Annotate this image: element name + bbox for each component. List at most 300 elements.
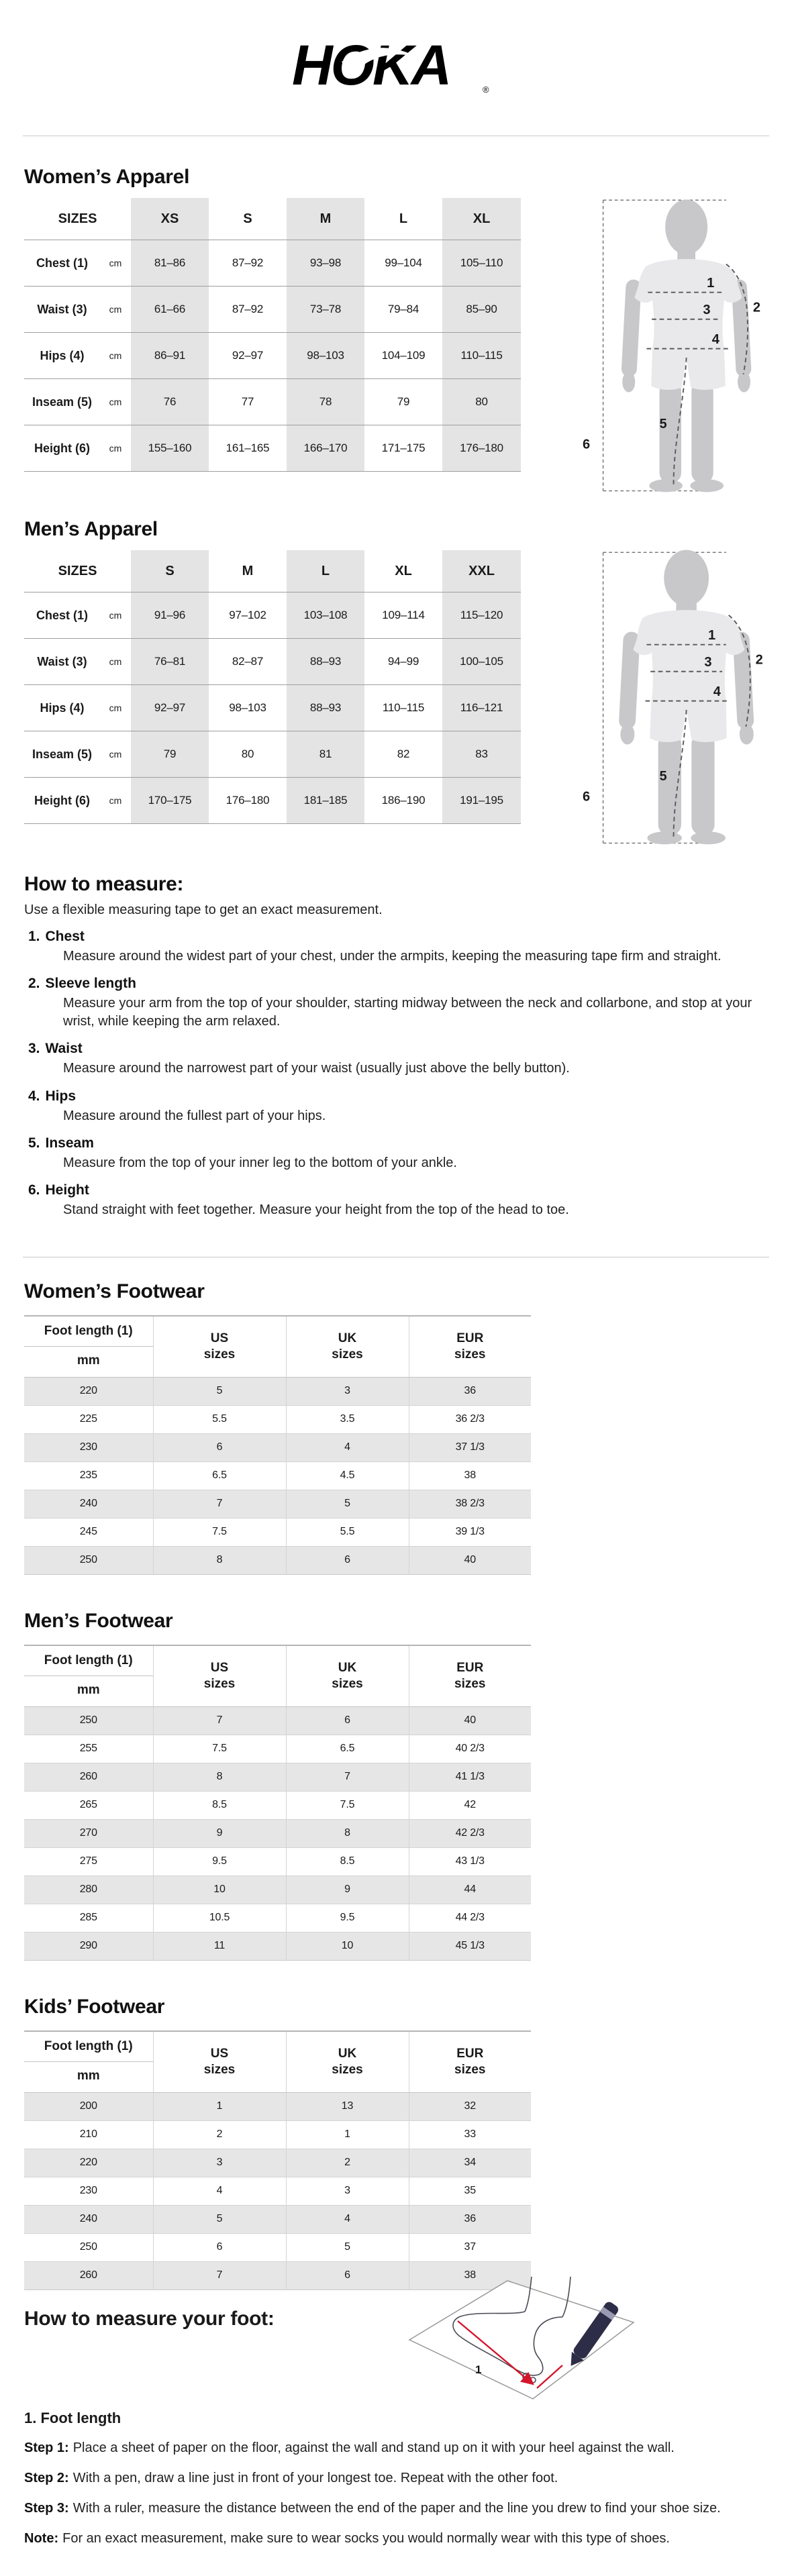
size-value-cell: 8.5 [286, 1847, 409, 1875]
size-value-cell: 7 [286, 1763, 409, 1791]
size-value-cell: 3 [286, 1377, 409, 1405]
footwear-row [24, 1461, 531, 1490]
foot-length-cell: 280 [79, 1884, 97, 1896]
value-cell: 98–103 [229, 701, 266, 714]
size-value-cell: 11 [153, 1932, 286, 1960]
value-cell: 88–93 [287, 639, 364, 685]
footwear-row [24, 1791, 531, 1819]
foot-length-cell: 260 [79, 1771, 97, 1783]
sizes-word-label: sizes [332, 2062, 363, 2077]
value-cell: 97–102 [229, 609, 266, 621]
value-cell: 81–86 [131, 240, 209, 287]
size-value-cell: 39 1/3 [409, 1518, 531, 1546]
svg-text:5: 5 [659, 768, 667, 784]
svg-text:1: 1 [708, 628, 716, 643]
value-cell: 98–103 [287, 333, 364, 379]
foot-diagram [400, 2277, 695, 2408]
sizes-word-label: sizes [332, 1347, 363, 1361]
size-value-cell: 7 [153, 1490, 286, 1518]
size-column-header: XL [442, 198, 521, 240]
mens-apparel-table [24, 550, 521, 824]
size-value-cell: 40 [409, 1706, 531, 1735]
kids-footwear-title: Kids’ Footwear [24, 1995, 165, 2018]
sizes-region-label: EUR [456, 2046, 484, 2061]
sizes-word-label: sizes [203, 1676, 236, 1691]
apparel-row [24, 731, 521, 778]
size-value-cell: 36 [409, 1377, 531, 1405]
value-cell: 104–109 [381, 349, 426, 362]
size-value-cell: 5.5 [153, 1405, 286, 1433]
value-cell: 79 [131, 731, 209, 778]
foot-steps [24, 2439, 768, 2548]
size-value-cell: 5 [286, 2233, 409, 2261]
size-value-cell: 42 2/3 [409, 1819, 531, 1847]
size-value-cell: 4 [286, 2205, 409, 2233]
measure-item-number: 1. [28, 929, 40, 944]
size-column-header: S [243, 211, 252, 226]
footwear-header-row [24, 2031, 531, 2093]
footwear-row [24, 1819, 531, 1847]
measure-item-text: Stand straight with feet together. Measure your height from the top of the head to toe. [63, 1202, 569, 1218]
value-cell: 105–110 [442, 240, 521, 287]
value-cell: 91–96 [131, 593, 209, 639]
sizes-word-label: sizes [454, 1347, 486, 1361]
size-value-cell: 2 [153, 2120, 286, 2149]
foot-length-cell: 265 [79, 1799, 97, 1811]
size-value-cell: 9 [153, 1819, 286, 1847]
size-value-cell: 10 [286, 1932, 409, 1960]
value-cell: 171–175 [381, 442, 426, 454]
how-to-measure-section [24, 873, 768, 1219]
svg-text:2: 2 [755, 652, 763, 668]
value-cell: 78 [287, 379, 364, 425]
size-value-cell: 7.5 [153, 1735, 286, 1763]
sizes-column-header [286, 1316, 409, 1378]
apparel-row [24, 425, 521, 472]
measurement-label-cell: Height (6) [34, 441, 90, 455]
value-cell: 61–66 [131, 287, 209, 333]
size-value-cell: 8 [153, 1546, 286, 1574]
womens-footwear-title: Women’s Footwear [24, 1280, 205, 1302]
mens-body-diagram [562, 542, 772, 853]
size-value-cell: 5 [153, 2205, 286, 2233]
value-cell: 82–87 [232, 655, 264, 668]
size-column-header: L [399, 211, 408, 226]
measurement-label-cell: Waist (3) [37, 654, 87, 668]
measure-item-number: 5. [28, 1135, 40, 1151]
logo-bar [0, 0, 792, 98]
size-column-header: S [131, 550, 209, 593]
size-value-cell: 37 1/3 [409, 1433, 531, 1461]
svg-text:3: 3 [704, 655, 712, 670]
sizes-column-header [153, 1645, 286, 1707]
hoka-logo-text: HOKA [292, 34, 450, 97]
measure-item-number: 3. [28, 1041, 40, 1057]
apparel-row [24, 639, 521, 685]
value-cell: 92–97 [232, 349, 264, 362]
sizes-region-label: US [210, 2046, 229, 2061]
sizes-word-label: sizes [332, 1676, 363, 1691]
value-cell: 81 [287, 731, 364, 778]
sizes-region-label: UK [338, 1331, 357, 1345]
value-cell: 92–97 [131, 685, 209, 731]
size-value-cell: 4 [153, 2177, 286, 2205]
sizes-region-label: EUR [456, 1660, 484, 1675]
size-column-header: M [242, 563, 254, 578]
footwear-row [24, 1706, 531, 1735]
value-cell: 161–165 [226, 442, 270, 454]
size-value-cell: 44 [409, 1875, 531, 1904]
body-measurement-figure [562, 542, 772, 849]
foot-length-header-cell [24, 2031, 153, 2093]
figure-clothing [634, 259, 742, 390]
foot-step-label: Step 1: [24, 2440, 69, 2455]
size-value-cell: 40 2/3 [409, 1735, 531, 1763]
size-value-cell: 3.5 [286, 1405, 409, 1433]
footwear-row [24, 1546, 531, 1574]
footwear-header-row [24, 1316, 531, 1378]
foot-step: Step 3: With a ruler, measure the distance between the end of the paper and the line you drew to find your shoe size. [24, 2500, 721, 2516]
value-cell: 88–93 [287, 685, 364, 731]
mm-label: mm [77, 1683, 100, 1698]
size-value-cell: 45 1/3 [409, 1932, 531, 1960]
sizes-word-label: sizes [454, 2062, 486, 2077]
foot-length-cell: 260 [79, 2269, 97, 2281]
sizes-word-label: sizes [203, 2062, 236, 2077]
foot-length-cell: 245 [79, 1526, 97, 1538]
footwear-row [24, 1904, 531, 1932]
foot-length-cell: 275 [79, 1855, 97, 1867]
size-value-cell: 7 [153, 1706, 286, 1735]
sizes-column-header [153, 2031, 286, 2093]
measurement-label-cell: Chest (1) [36, 608, 88, 622]
size-value-cell: 38 [409, 1461, 531, 1490]
footwear-row [24, 2149, 531, 2177]
measure-item-text: Measure around the fullest part of your hips. [63, 1108, 326, 1123]
svg-text:6: 6 [583, 437, 591, 452]
size-value-cell: 38 [409, 2261, 531, 2289]
size-value-cell: 32 [409, 2092, 531, 2120]
unit-cell: cm [109, 749, 122, 760]
foot-step-label: Note: [24, 2530, 59, 2546]
size-value-cell: 40 [409, 1546, 531, 1574]
apparel-row [24, 240, 521, 287]
foot-length-cell: 200 [79, 2100, 97, 2112]
measure-item-number: 4. [28, 1088, 40, 1104]
size-value-cell: 5 [153, 1377, 286, 1405]
foot-length-label: Foot length (1) [24, 2032, 153, 2062]
mens-apparel-title: Men’s Apparel [24, 518, 158, 540]
hoka-logo [289, 34, 503, 97]
measure-items [24, 929, 768, 1219]
measure-item-name: Chest [45, 929, 85, 944]
svg-text:1: 1 [707, 276, 715, 291]
kids-footwear-section [0, 1996, 792, 2290]
foot-length-cell: 220 [79, 1385, 97, 1397]
footwear-row [24, 2233, 531, 2261]
apparel-header-row [24, 198, 521, 240]
foot-length-cell: 225 [79, 1413, 97, 1425]
value-cell: 99–104 [385, 256, 422, 269]
value-cell: 100–105 [442, 639, 521, 685]
foot-length-subtitle: 1. Foot length [24, 2409, 121, 2426]
svg-text:4: 4 [711, 332, 720, 347]
measurement-label-cell: Chest (1) [36, 256, 88, 270]
mens-apparel-section [0, 518, 792, 853]
size-value-cell: 10.5 [153, 1904, 286, 1932]
measurement-label-cell: Hips (4) [40, 348, 85, 362]
value-cell: 186–190 [381, 794, 426, 807]
sizes-column-header [286, 1645, 409, 1707]
size-value-cell: 6 [153, 2233, 286, 2261]
size-value-cell: 38 2/3 [409, 1490, 531, 1518]
footwear-row [24, 1735, 531, 1763]
size-value-cell: 9.5 [153, 1847, 286, 1875]
foot-length-cell: 230 [79, 2185, 97, 2197]
size-column-header: XS [131, 198, 209, 240]
foot-length-header-cell [24, 1316, 153, 1378]
size-column-header: XXL [442, 550, 521, 593]
size-value-cell: 13 [286, 2092, 409, 2120]
measure-item-title [28, 929, 768, 945]
foot-length-label: Foot length (1) [24, 1317, 153, 1347]
apparel-row [24, 685, 521, 731]
size-value-cell: 8.5 [153, 1791, 286, 1819]
size-value-cell: 33 [409, 2120, 531, 2149]
value-cell: 82 [397, 748, 410, 760]
unit-cell: cm [109, 443, 122, 454]
size-value-cell: 6.5 [153, 1461, 286, 1490]
body-measurement-figure [562, 190, 772, 497]
apparel-row [24, 778, 521, 824]
size-value-cell: 6 [286, 2261, 409, 2289]
size-value-cell: 1 [286, 2120, 409, 2149]
sizes-column-header [153, 1316, 286, 1378]
measure-item [28, 1088, 768, 1125]
measure-item-name: Hips [45, 1088, 77, 1104]
value-cell: 85–90 [442, 287, 521, 333]
sizes-region-label: UK [338, 2046, 357, 2061]
apparel-header-row [24, 550, 521, 593]
size-value-cell: 5 [286, 1490, 409, 1518]
foot-length-cell: 240 [79, 2213, 97, 2225]
measure-item-name: Height [45, 1182, 89, 1198]
sizes-region-label: US [210, 1331, 229, 1345]
svg-text:4: 4 [713, 684, 721, 699]
sizes-word-label: sizes [454, 1676, 486, 1691]
value-cell: 176–180 [226, 794, 270, 807]
value-cell: 76–81 [131, 639, 209, 685]
size-value-cell: 1 [153, 2092, 286, 2120]
value-cell: 155–160 [131, 425, 209, 472]
womens-footwear-table [24, 1315, 531, 1575]
foot-length-label: Foot length (1) [24, 1647, 153, 1676]
measure-item-name: Sleeve length [45, 976, 136, 992]
unit-cell: cm [109, 703, 122, 713]
paper-sheet [409, 2281, 634, 2399]
size-value-cell: 7.5 [286, 1791, 409, 1819]
size-value-cell: 9 [286, 1875, 409, 1904]
value-cell: 191–195 [442, 778, 521, 824]
size-value-cell: 7 [153, 2261, 286, 2289]
footwear-row [24, 1763, 531, 1791]
footwear-row [24, 2092, 531, 2120]
size-value-cell: 10 [153, 1875, 286, 1904]
value-cell: 73–78 [287, 287, 364, 333]
foot-measurement-diagram [400, 2277, 695, 2404]
size-value-cell: 41 1/3 [409, 1763, 531, 1791]
value-cell: 110–115 [442, 333, 521, 379]
sizes-region-label: UK [338, 1660, 357, 1675]
measure-item [28, 1182, 768, 1219]
measure-item-text: Measure from the top of your inner leg to the bottom of your ankle. [63, 1155, 457, 1170]
measure-item-number: 2. [28, 976, 40, 992]
diagram-number: 1 [475, 2363, 482, 2376]
foot-length-header-cell [24, 1645, 153, 1707]
footwear-header-row [24, 1645, 531, 1707]
value-cell: 110–115 [382, 701, 425, 714]
footwear-row [24, 2120, 531, 2149]
value-cell: 80 [241, 748, 254, 760]
kids-footwear-table [24, 2030, 531, 2290]
sizes-header-cell: SIZES [58, 563, 97, 578]
size-column-header: L [287, 550, 364, 593]
measure-intro: Use a flexible measuring tape to get an exact measurement. [24, 903, 383, 917]
unit-cell: cm [109, 258, 122, 268]
value-cell: 79 [397, 395, 410, 408]
sizes-column-header [409, 2031, 531, 2093]
size-value-cell: 44 2/3 [409, 1904, 531, 1932]
measurement-label-cell: Height (6) [34, 793, 90, 807]
size-value-cell: 35 [409, 2177, 531, 2205]
apparel-row [24, 379, 521, 425]
unit-cell: cm [109, 795, 122, 806]
sizes-word-label: sizes [203, 1347, 236, 1361]
sizes-region-label: EUR [456, 1331, 484, 1345]
apparel-row [24, 333, 521, 379]
footwear-row [24, 1377, 531, 1405]
measure-item-title [28, 976, 768, 992]
foot-length-cell: 285 [79, 1912, 97, 1924]
footwear-row [24, 1405, 531, 1433]
figure-clothing [633, 610, 744, 742]
value-cell: 166–170 [287, 425, 364, 472]
size-column-header: XL [395, 563, 412, 578]
value-cell: 86–91 [131, 333, 209, 379]
foot-step: Step 1: Place a sheet of paper on the floor, against the wall and stand up on it with your heel against the wall. [24, 2440, 675, 2455]
measure-item [28, 929, 768, 965]
measure-item-number: 6. [28, 1182, 40, 1198]
foot-length-cell: 250 [79, 1554, 97, 1566]
measure-item-text: Measure your arm from the top of your shoulder, starting midway between the neck and collarbone, and stop at your wrist, while keeping the arm relaxed. [63, 996, 752, 1029]
sizes-column-header [409, 1645, 531, 1707]
value-cell: 176–180 [442, 425, 521, 472]
size-value-cell: 3 [153, 2149, 286, 2177]
size-value-cell: 6 [286, 1706, 409, 1735]
value-cell: 87–92 [232, 256, 264, 269]
measure-item [28, 1041, 768, 1077]
womens-apparel-title: Women’s Apparel [24, 166, 190, 188]
foot-length-cell: 210 [79, 2128, 97, 2141]
size-value-cell: 4.5 [286, 1461, 409, 1490]
unit-cell: cm [109, 610, 122, 621]
value-cell: 115–120 [442, 593, 521, 639]
footwear-row [24, 1875, 531, 1904]
footwear-row [24, 1847, 531, 1875]
measure-item-text: Measure around the widest part of your chest, under the armpits, keeping the measuring tape firm and straight. [63, 949, 722, 964]
size-value-cell: 6 [286, 1546, 409, 1574]
measurement-label-cell: Inseam (5) [32, 747, 93, 761]
size-value-cell: 6.5 [286, 1735, 409, 1763]
foot-length-cell: 220 [79, 2157, 97, 2169]
foot-measure-title: How to measure your foot: [24, 2307, 275, 2330]
measure-item-name: Waist [45, 1041, 83, 1057]
unit-cell: cm [109, 656, 122, 667]
foot-measure-section [24, 2308, 768, 2548]
size-value-cell: 42 [409, 1791, 531, 1819]
svg-text:2: 2 [752, 300, 761, 315]
footwear-row [24, 1490, 531, 1518]
foot-length-cell: 250 [79, 1714, 97, 1727]
value-cell: 93–98 [287, 240, 364, 287]
value-cell: 87–92 [232, 303, 264, 315]
sizes-column-header [409, 1316, 531, 1378]
apparel-row [24, 287, 521, 333]
measure-item [28, 1135, 768, 1172]
foot-length-cell: 230 [79, 1441, 97, 1453]
measurement-label-cell: Inseam (5) [32, 395, 93, 409]
value-cell: 79–84 [387, 303, 419, 315]
foot-step-label: Step 2: [24, 2470, 69, 2485]
apparel-row [24, 593, 521, 639]
foot-step: Note: For an exact measurement, make sure to wear socks you would normally wear with this type of shoes. [24, 2530, 670, 2546]
foot-length-cell: 270 [79, 1827, 97, 1839]
size-value-cell: 6 [153, 1433, 286, 1461]
size-value-cell: 36 [409, 2205, 531, 2233]
registered-mark: ® [483, 85, 489, 95]
foot-length-cell: 255 [79, 1743, 97, 1755]
sizes-header-cell: SIZES [58, 211, 97, 226]
value-cell: 80 [442, 379, 521, 425]
womens-body-diagram [562, 190, 772, 501]
mens-footwear-section [0, 1610, 792, 1961]
unit-cell: cm [109, 350, 122, 361]
svg-text:6: 6 [583, 789, 591, 805]
measure-item-name: Inseam [45, 1135, 94, 1151]
womens-apparel-table [24, 198, 521, 472]
footwear-row [24, 1518, 531, 1546]
measure-item-title [28, 1182, 768, 1198]
measure-item-title [28, 1041, 768, 1057]
value-cell: 116–121 [442, 685, 521, 731]
value-cell: 170–175 [131, 778, 209, 824]
how-to-measure-title: How to measure: [24, 873, 184, 895]
size-value-cell: 36 2/3 [409, 1405, 531, 1433]
value-cell: 109–114 [382, 609, 425, 621]
unit-cell: cm [109, 304, 122, 315]
size-value-cell: 5.5 [286, 1518, 409, 1546]
foot-length-cell: 290 [79, 1940, 97, 1952]
svg-text:5: 5 [659, 416, 667, 431]
measure-item [28, 976, 768, 1030]
foot-length-cell: 250 [79, 2241, 97, 2253]
size-value-cell: 8 [286, 1819, 409, 1847]
svg-text:3: 3 [703, 303, 711, 318]
foot-step: Step 2: With a pen, draw a line just in front of your longest toe. Repeat with the other foot. [24, 2470, 558, 2485]
measure-item-title [28, 1088, 768, 1104]
size-value-cell: 9.5 [286, 1904, 409, 1932]
value-cell: 103–108 [287, 593, 364, 639]
